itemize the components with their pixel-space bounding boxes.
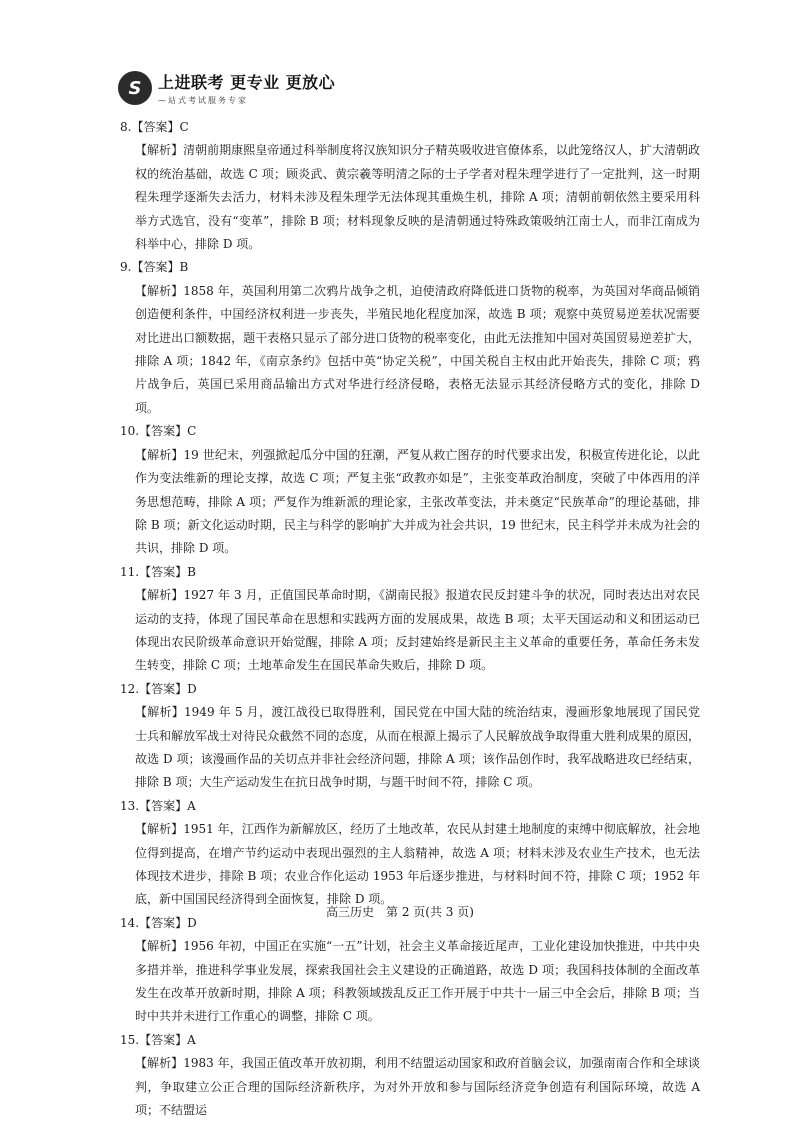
answer-list: [120, 116, 700, 1122]
analysis-text: 【解析】1858 年，英国利用第二次鸦片战争之机，迫使清政府降低进口货物的税率，为英国对华商品倾销创造便利条件，中国经济权利进一步丧失，半殖民地化程度加深，故选 B 项；观察中英贸易逆差状况需要对比进出口额数据，题干表格只显示了部分进口货物的税率变化，由此无法推知中国对英国贸易逆差扩大，排除 A 项；1842 年，《南京条约》包括中英“协定关税”，中国关税自主权由此开始丧失，排除 C 项；鸦片战争后，英国已采用商品输出方式对华进行经济侵略，表格无法显示其经济侵略方式的变化，排除 D 项。: [135, 283, 700, 415]
brand-logo-icon: S: [118, 71, 152, 105]
brand-header: [118, 70, 335, 106]
analysis-text: 【解析】1983 年，我国正值改革开放初期，利用不结盟运动国家和政府首脑会议，加强南南合作和全球谈判，争取建立公正合理的国际经济新秩序，为对外开放和参与国际经济竞争创造有利国际环境，故选 A 项；不结盟运: [135, 1056, 700, 1118]
answer-item: [120, 116, 700, 256]
page-footer: 高三历史 第 2 页(共 3 页): [326, 905, 474, 919]
brand-subtitle: —站式考试服务专家: [158, 96, 248, 105]
answer-line: 10.【答案】C: [120, 424, 197, 439]
brand-text-block: [158, 70, 335, 106]
analysis-text: 【解析】19 世纪末，列强掀起瓜分中国的狂潮，严复从救亡图存的时代要求出发，积极宣传进化论，以此作为变法维新的理论支撑，故选 C 项；严复主张“政教亦如是”，主张变革政治制度，突破了中体西用的洋务思想范畴，排除 A 项；严复作为维新派的理论家，主张改革变法，并未奠定“民族革命”的理论基础，排除 B 项；新文化运动时期，民主与科学的影响扩大并成为社会共识，19 世纪末，民主科学并未成为社会的共识，排除 D 项。: [135, 447, 700, 556]
answer-line: 12.【答案】D: [120, 681, 197, 696]
answer-line: 11.【答案】B: [120, 564, 196, 579]
analysis-text: 【解析】清朝前期康熙皇帝通过科举制度将汉族知识分子精英吸收进官僚体系，以此笼络汉人，扩大清朝政权的统治基础，故选 C 项；顾炎武、黄宗羲等明清之际的士子学者对程朱理学进行了一定批判，这一时期程朱理学逐渐失去活力，材料未涉及程朱理学无法体现其重焕生机，排除 A 项；清朝前朝依然主要采用科举方式选官，没有“变革”，排除 B 项；材料现象反映的是清朝通过特殊政策吸纳江南士人，而非江南成为科举中心，排除 D 项。: [135, 143, 700, 252]
answer-item: [120, 678, 700, 795]
answer-line: 8.【答案】C: [120, 120, 189, 134]
answer-item: [120, 256, 700, 420]
answer-item: [120, 912, 700, 1029]
answer-item: [120, 795, 700, 912]
answer-line: 14.【答案】D: [120, 915, 197, 930]
answer-line: 9.【答案】B: [120, 260, 189, 275]
answer-item: [120, 561, 700, 678]
answer-item: [120, 1029, 700, 1122]
answer-line: 15.【答案】A: [120, 1032, 196, 1047]
analysis-text: 【解析】1951 年，江西作为新解放区，经历了土地改革，农民从封建土地制度的束缚中彻底解放，社会地位得到提高，在增产节约运动中表现出强烈的主人翁精神，故选 A 项；材料未涉及农业生产技术，也无法体现技术进步，排除 B 项；农业合作化运动 1953 年后逐步推进，与材料时间不符，排除 C 项；1952 年底，新中国国民经济得到全面恢复，排除 D 项。: [135, 822, 700, 907]
analysis-text: 【解析】1949 年 5 月，渡江战役已取得胜利，国民党在中国大陆的统治结束，漫画形象地展现了国民党士兵和解放军战士对待民众截然不同的态度，从而在根源上揭示了人民解放战争取得重大胜利成果的原因，故选 D 项；该漫画作品的关切点并非社会经济问题，排除 A 项；该作品创作时，我军战略进攻已经结束，排除 B 项；大生产运动发生在抗日战争时期，与题干时间不符，排除 C 项。: [135, 705, 700, 790]
analysis-text: 【解析】1956 年初，中国正在实施“一五”计划，社会主义革命接近尾声，工业化建设加快推进，中共中央多措并举，推进科学事业发展，探索我国社会主义建设的正确道路，故选 D 项；我国科技体制的全面改革发生在改革开放新时期，排除 A 项；科教领域拨乱反正工作开展于中共十一届三中全会后，排除 B 项；当时中共并未进行工作重心的调整，排除 C 项。: [135, 939, 700, 1024]
brand-title: 上进联考 更专业 更放心: [158, 73, 336, 92]
answer-line: 13.【答案】A: [120, 798, 196, 813]
answer-item: [120, 420, 700, 560]
analysis-text: 【解析】1927 年 3 月，正值国民革命时期，《湖南民报》报道农民反封建斗争的状况，同时表达出对农民运动的支持，体现了国民革命在思想和实践两方面的发展成果，故选 B 项；太平天国运动和义和团运动已体现出农民阶级革命意识开始觉醒，排除 A 项；反封建始终是新民主主义革命的重要任务，革命任务未发生转变，排除 C 项；土地革命发生在国民革命失败后，排除 D 项。: [135, 588, 700, 673]
